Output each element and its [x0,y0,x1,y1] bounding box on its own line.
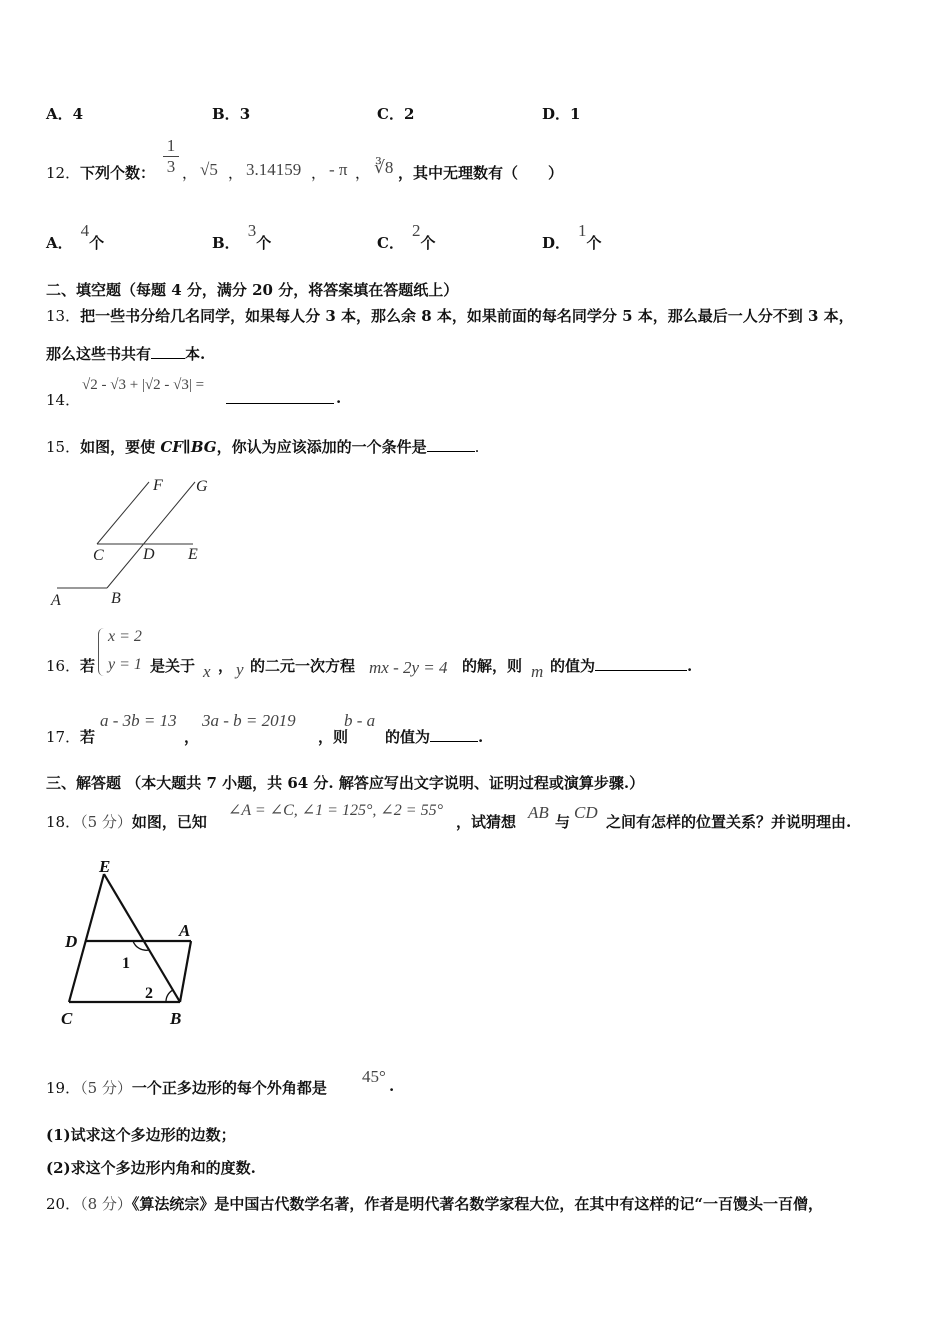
q12-sep-4: ， [355,164,371,182]
q14-expr: √2 - √3 + |√2 - √3| = [82,377,205,393]
q17-eq2: 3a - b = 2019 [202,711,296,730]
q16-mid3: 的解，则 [462,657,523,675]
fig1-label-g: G [196,478,208,495]
q12-option-b: B．3个 [212,221,272,252]
section3-title: 三、解答题 （本大题共 7 小题，共 64 分. 解答应写出文字说明、证明过程或演算步骤.） [46,774,645,792]
q16-mid1: 是关于 [150,657,196,675]
q19-sub2: (2)求这个多边形内角和的度数. [46,1159,256,1177]
q18-mid: ，试猜想 [456,813,517,831]
q19-head: 19．（5 分）一个正多边形的每个外角都是 [46,1079,327,1097]
q12-neg-pi: - π [329,160,348,179]
q11-option-b: B．3 [212,105,251,123]
fig2-label-1: 1 [122,955,130,972]
q16-eq1: x = 2 [108,628,142,645]
q15-text: 15．如图，要使 CF∥BG，你认为应该添加的一个条件是 . [46,438,480,456]
q18-ab: AB [528,803,549,822]
q13-answer-blank[interactable] [151,358,185,359]
q12-sep-1: ， [182,164,198,182]
fig2-label-d: D [65,932,78,951]
q12-fraction: 1 3 [163,136,179,177]
q19-sub1: (1)试求这个多边形的边数； [46,1126,236,1144]
fig1-label-a: A [51,592,61,609]
q15-answer-blank[interactable] [427,451,475,452]
q18-condition: ∠A = ∠C, ∠1 = 125°, ∠2 = 55° [228,802,443,819]
fig2-label-e: E [99,857,111,876]
q12-lead: 下列个数： [80,164,156,182]
q16-var-m: m [531,662,544,681]
q18-with: 与 [555,813,571,831]
q20-text: 20．（8 分）《算法统宗》是中国古代数学名著，作者是明代著名数学家程大位，在其中有这样的记“一百馒头一百僧， [46,1195,824,1213]
q17-sep: ， [184,728,200,746]
q16-sep: ， [218,657,234,675]
fig1-label-f: F [153,477,163,494]
q17-post: 的值为 . [385,728,484,746]
q17-expr: b - a [344,711,376,730]
q16-eq2: y = 1 [108,656,142,673]
q14-end: . [336,389,342,407]
fig2-label-c: C [61,1009,73,1028]
line-bg [107,482,195,588]
q16-brace [98,628,105,676]
figure-parallel-lines [45,470,225,610]
q16-answer-blank[interactable] [595,670,687,671]
q19-end: . [389,1077,395,1095]
fig1-label-c: C [93,547,104,564]
q18-post: 之间有怎样的位置关系？并说明理由. [606,813,852,831]
fig1-label-d: D [143,546,155,563]
q11-option-d: D．1 [542,105,581,123]
q12-number: 12． [46,164,81,182]
q18-cd: CD [574,803,598,822]
q17-mid: ，则 [318,728,349,746]
q17-answer-blank[interactable] [430,741,478,742]
q16-equation: mx - 2y = 4 [369,658,448,677]
q16-post: 的值为 . [550,657,693,675]
q17-number: 17． [46,728,81,746]
line-ab [180,941,191,1002]
q16-mid2: 的二元一次方程 [250,657,356,675]
line-eb [104,874,180,1002]
q16-pre: 若 [80,657,96,675]
fig1-label-b: B [111,590,121,607]
q18-head: 18．（5 分）如图，已知 [46,813,207,831]
q11-option-c: C．2 [377,105,415,123]
fig2-label-a: A [179,921,191,940]
q12-decimal: 3.14159 [246,160,302,179]
line-cf [97,482,149,544]
q17-eq1: a - 3b = 13 [100,711,177,730]
fig2-label-b: B [170,1009,182,1028]
q14-number: 14． [46,391,81,409]
fig2-label-2: 2 [145,985,153,1002]
q17-pre: 若 [80,728,96,746]
q12-sqrt5: √5 [200,160,218,179]
q12-option-a: A．4个 [46,221,105,252]
q16-number: 16． [46,657,81,675]
fig1-label-e: E [188,546,198,563]
section2-title: 二、填空题（每题 4 分，满分 20 分，将答案填在答题纸上） [46,281,459,299]
q14-answer-blank[interactable] [226,389,334,404]
q11-option-a: A．4 [46,105,84,123]
q16-var-x: x [203,662,211,681]
q12-sep-3: ， [311,164,327,182]
q16-var-y: y [236,660,244,679]
q13-line1: 13．把一些书分给几名同学，如果每人分 3 本，那么余 8 本，如果前面的每名同学分 5 本，那么最后一人分不到 3 本， [46,307,854,325]
q12-sep-2: ， [228,164,244,182]
figure-quadrilateral [55,852,205,1032]
q12-tail: ，其中无理数有（ ） [398,164,564,182]
q19-angle: 45° [362,1067,386,1086]
q12-option-d: D．1个 [542,221,602,252]
angle2-arc [166,990,173,1002]
q13-line2: 那么这些书共有 本. [46,345,206,363]
q12-cbrt8: ∛8 [374,158,394,177]
q12-option-c: C．2个 [377,221,436,252]
